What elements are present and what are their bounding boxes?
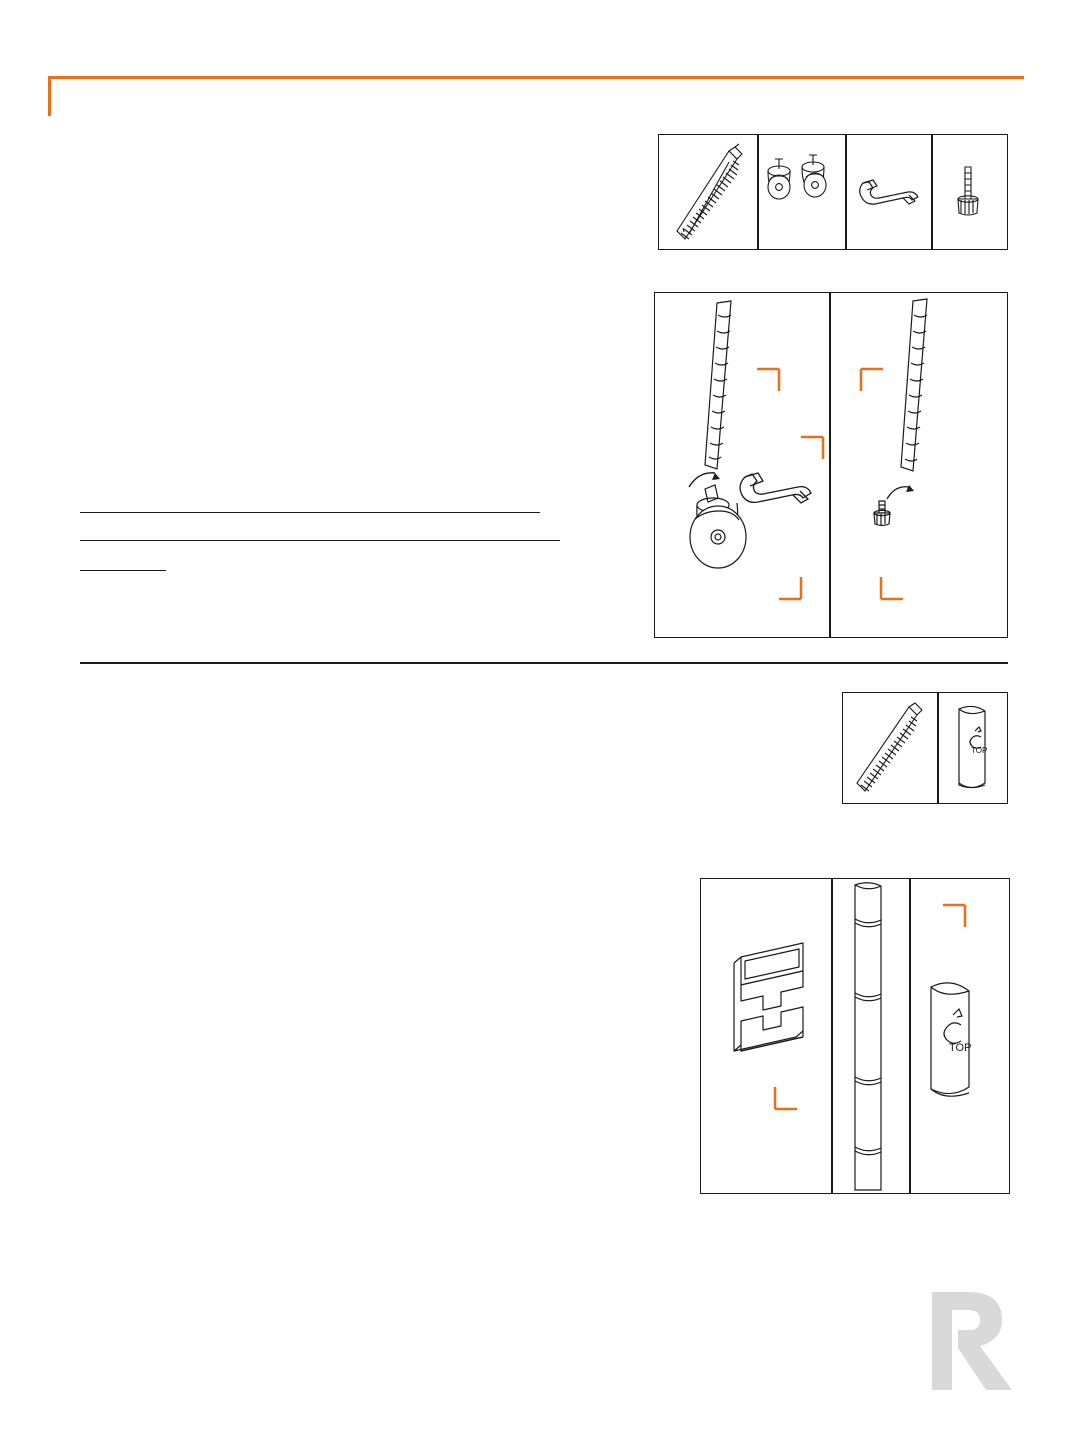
step2-figure-panel bbox=[700, 878, 1010, 1194]
caster-wheels-icon bbox=[757, 135, 845, 248]
open-end-wrench-icon bbox=[845, 135, 931, 248]
part-cell-pole-cover bbox=[937, 693, 1006, 803]
stylized-r-logo bbox=[916, 1286, 1036, 1396]
step2-figure-right-cell bbox=[909, 879, 1008, 1193]
orange-header-tick bbox=[48, 76, 51, 116]
part-cell-thumb-screw bbox=[931, 135, 1006, 249]
header-rule-label bbox=[48, 70, 57, 71]
pole-with-thumb-screw-icon bbox=[829, 293, 1006, 636]
pole-with-caster-and-wrench-icon bbox=[655, 293, 829, 636]
brand-logo bbox=[916, 1286, 1036, 1396]
svg-text:TOP: TOP bbox=[971, 746, 988, 755]
threaded-pole-icon bbox=[659, 135, 757, 248]
step2-figure-middle-cell bbox=[831, 879, 909, 1193]
step2-parts-strip bbox=[842, 692, 1008, 804]
text-rule-a bbox=[80, 512, 540, 513]
step1-figure-right-cell bbox=[829, 293, 1006, 637]
assembled-pole-icon bbox=[831, 879, 909, 1192]
step2-figure-left-cell bbox=[701, 879, 831, 1193]
text-rule-b bbox=[80, 540, 560, 541]
step1-figure-panel bbox=[654, 292, 1008, 638]
pole-cover-sleeve-icon bbox=[937, 693, 1006, 802]
part-cell-pole bbox=[659, 135, 757, 249]
orange-header-rule bbox=[48, 76, 1024, 79]
part-cell-wrench bbox=[845, 135, 931, 249]
thumb-screw-icon bbox=[931, 135, 1006, 248]
part-cell-pole-2 bbox=[843, 693, 937, 803]
step1-figure-left-cell bbox=[655, 293, 829, 637]
svg-text:TOP: TOP bbox=[949, 1042, 972, 1054]
mounting-bracket-icon bbox=[701, 879, 831, 1192]
step1-parts-strip bbox=[658, 134, 1008, 250]
threaded-pole-icon bbox=[843, 693, 937, 802]
part-cell-casters bbox=[757, 135, 845, 249]
pole-cover-sleeve-icon bbox=[909, 879, 1008, 1192]
section-separator-rule bbox=[80, 662, 1008, 664]
text-rule-c bbox=[80, 570, 166, 571]
